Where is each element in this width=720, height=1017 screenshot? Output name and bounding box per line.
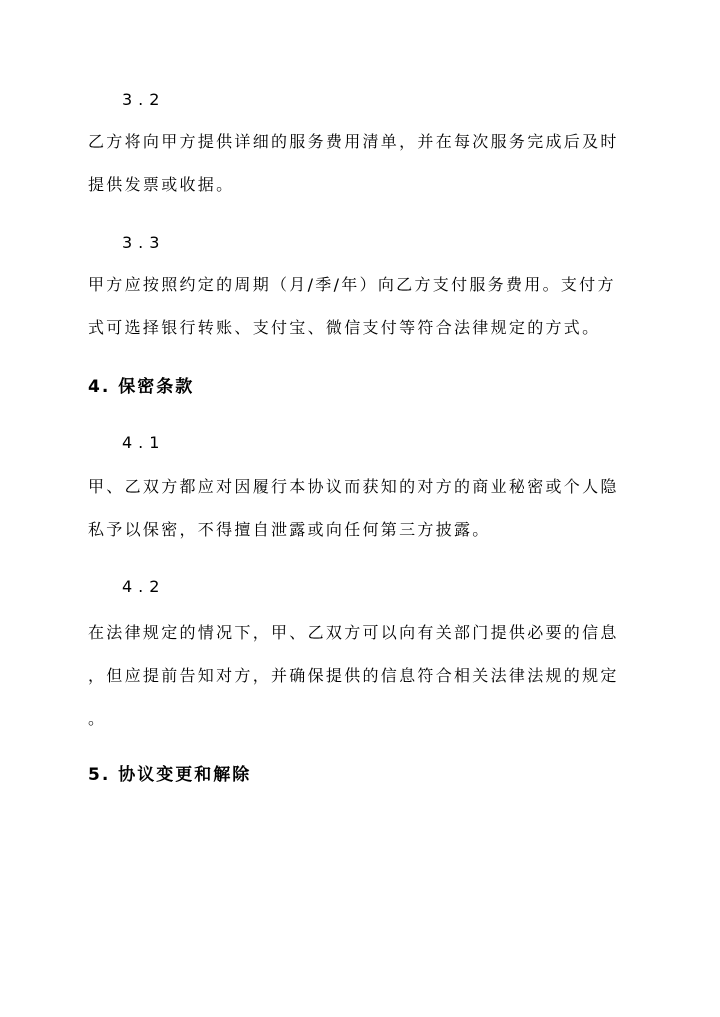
clause-number-3-3: 3.3	[122, 233, 166, 252]
text-line: 甲方应按照约定的周期（月/季/年）向乙方支付服务费用。支付方	[88, 275, 616, 294]
text-line: 。	[88, 709, 107, 728]
text-line: 在法律规定的情况下，甲、乙双方可以向有关部门提供必要的信息	[88, 623, 619, 642]
clause-number-4-2: 4.2	[122, 577, 166, 596]
clause-text-3-2	[88, 120, 633, 206]
clause-text-3-3	[88, 263, 633, 349]
text-line: 提供发票或收据。	[88, 175, 235, 194]
text-line: 乙方将向甲方提供详细的服务费用清单，并在每次服务完成后及时	[88, 132, 619, 151]
text-line: 甲、乙双方都应对因履行本协议而获知的对方的商业秘密或个人隐	[88, 477, 619, 496]
section-heading-5: 5. 协议变更和解除	[88, 765, 252, 785]
clause-number-3-2: 3.2	[122, 90, 166, 109]
clause-text-4-2	[88, 611, 633, 740]
clause-text-4-1	[88, 465, 633, 551]
text-line: ，但应提前告知对方，并确保提供的信息符合相关法律法规的规定	[88, 666, 619, 685]
clause-number-4-1: 4.1	[122, 433, 166, 452]
text-line: 私予以保密，不得擅自泄露或向任何第三方披露。	[88, 520, 491, 539]
text-line: 式可选择银行转账、支付宝、微信支付等符合法律规定的方式。	[88, 318, 601, 337]
section-heading-4: 4. 保密条款	[88, 377, 195, 397]
